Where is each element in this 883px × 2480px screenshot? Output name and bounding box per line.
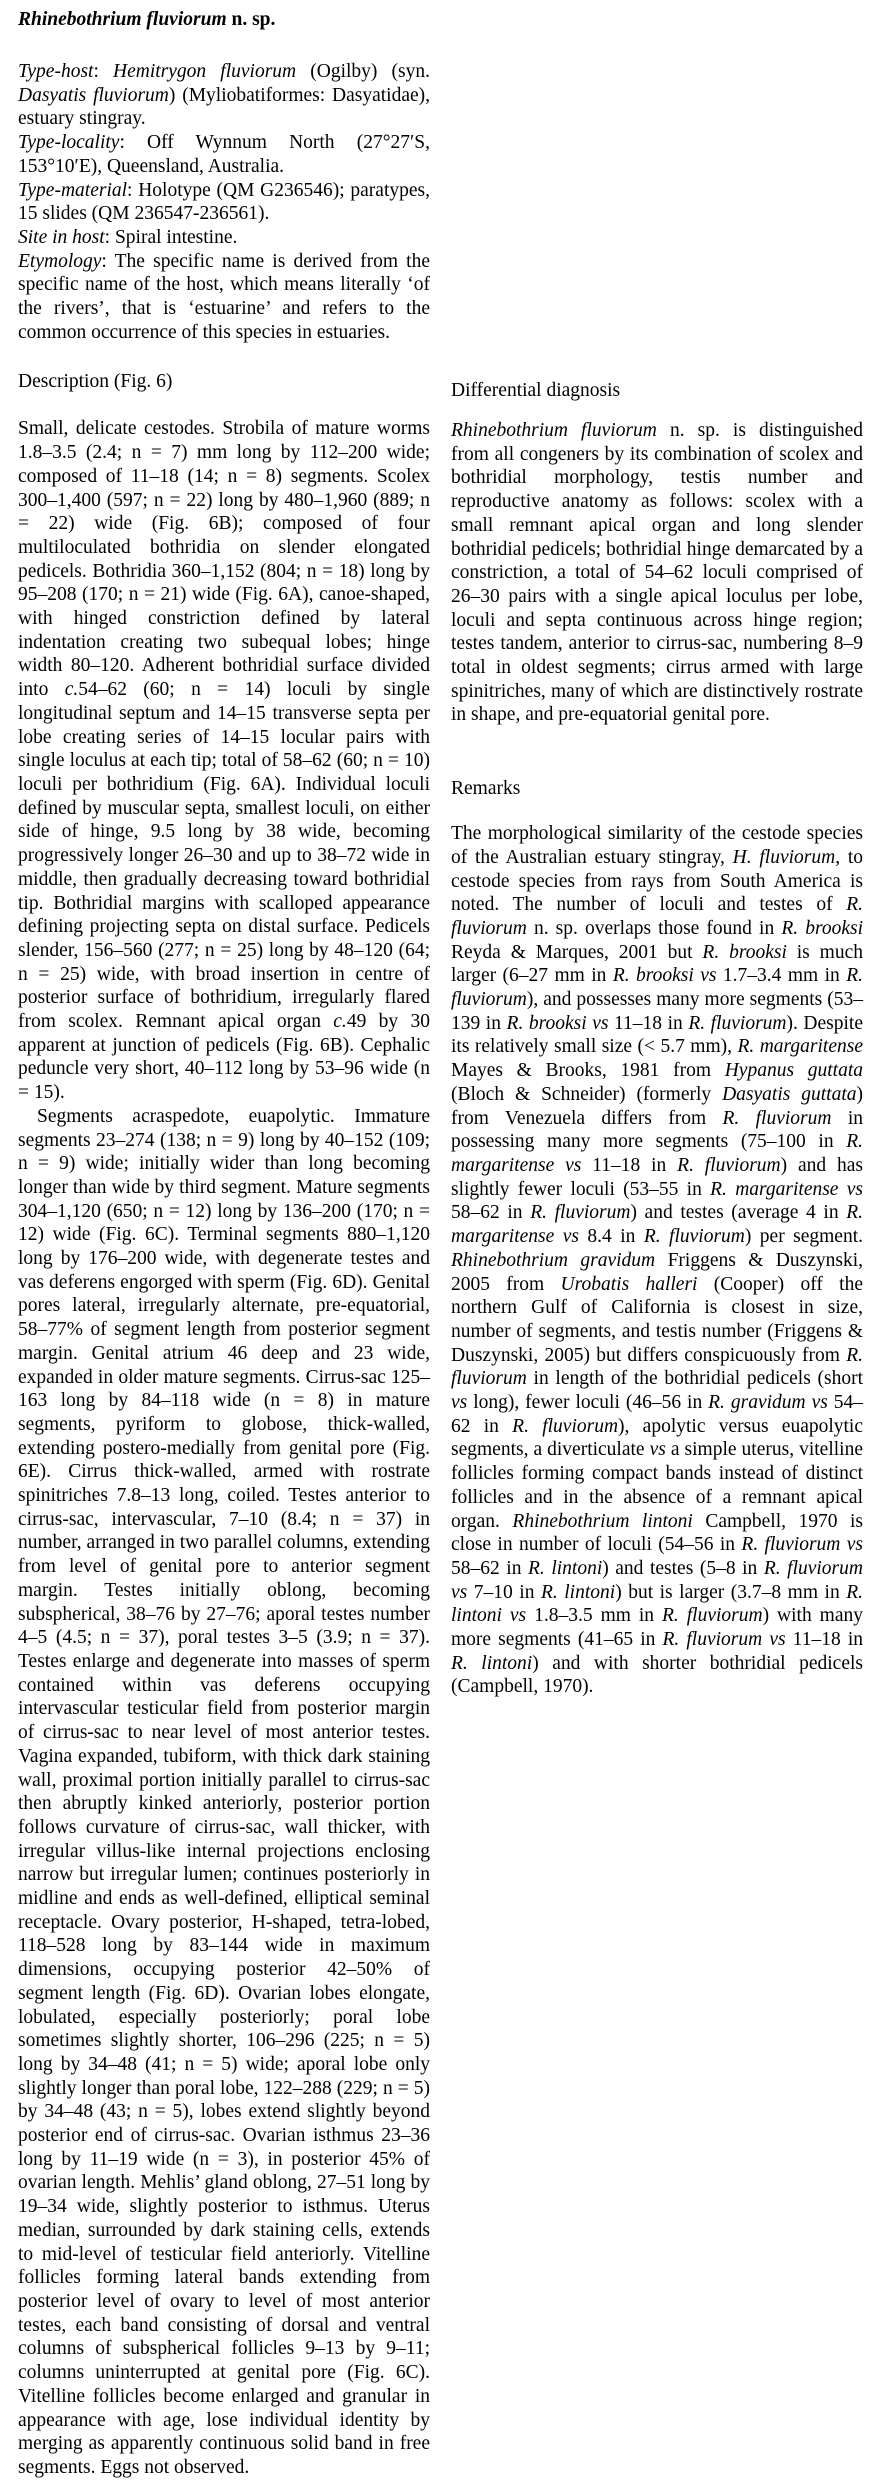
right-column	[451, 8, 863, 2480]
taxonomy-entry-type-host: Type-host: Hemitrygon fluviorum (Ogilby) (syn. Dasyatis fluviorum) (Myliobatiformes: Dasyatidae), estuary stingray.	[18, 61, 430, 130]
description-paragraph-2: Segments acraspedote, euapolytic. Immature segments 23–274 (138; n = 9) long by 40–152 (109; n = 9) wide; initially wider than long becoming longer than wide by third segment. Mature segments 304–1,120 (650; n = 12) long by 136–200 (170; n = 12) wide (Fig. 6C). Terminal segments 880–1,120 long by 176–200 wide, with degenerate testes and vas deferens engorged with sperm (Fig. 6D). Genital pores lateral, irregularly alternate, pre-equatorial, 58–77% of segment length from posterior segment margin. Genital atrium 46 deep and 23 wide, expanded in older mature segments. Cirrus-sac 125–163 long by 84–118 wide (n = 8) in mature segments, pyriform to globose, thick-walled, extending postero-medially from genital pore (Fig. 6E). Cirrus thick-walled, armed with rostrate spinitriches 7.8–13 long, coiled. Testes anterior to cirrus-sac, intervascular, 7–10 (8.4; n = 37) in number, arranged in two parallel columns, extending from level of genital pore to anterior segment margin. Testes initially oblong, becoming subspherical, 38–76 by 27–76; aporal testes number 4–5 (4.5; n = 37), poral testes 3–5 (3.9; n = 37). Testes enlarge and degenerate into masses of sperm contained within vas deferens occupying intervascular testicular field from posterior margin of cirrus-sac to near level of most anterior testes. Vagina expanded, tubiform, with thick dark staining wall, proximal portion initially parallel to cirrus-sac then abruptly kinked anteriorly, posterior portion follows curvature of cirrus-sac, wall thicker, with irregular villus-like internal projections enclosing narrow but irregular lumen; continues posteriorly in midline and ends as well-defined, elliptical seminal receptacle. Ovary posterior, H-shaped, tetra-lobed, 118–528 long by 83–144 wide in maximum dimensions, occupying posterior 42–50% of segment length (Fig. 6D). Ovarian lobes elongate, lobulated, especially posteriorly; poral lobe sometimes slightly shorter, 106–296 (225; n = 5) long by 34–48 (41; n = 5) wide; aporal lobe only slightly longer than poral lobe, 122–288 (229; n = 5) by 34–48 (43; n = 5), lobes extend slightly beyond posterior end of cirrus-sac. Ovarian isthmus 23–36 long by 11–19 wide (n = 3), in posterior 45% of ovarian length. Mehlis’ gland oblong, 27–51 long by 19–34 wide, slightly posterior to isthmus. Uterus median, surrounded by dark staining cells, extends to mid-level of testicular field anteriorly. Vitelline follicles forming lateral bands extending from posterior level of ovary to level of most anterior testes, each band consisting of dorsal and ventral columns of subspherical follicles 9–13 by 9–11; columns uninterrupted at genital pore (Fig. 6C). Vitelline follicles become enlarged and granular in appearance with age, lose individual identity by merging as apparently continuous solid band in free segments. Eggs not observed.	[18, 1105, 430, 2478]
taxonomy-entry-site-in-host: Site in host: Spiral intestine.	[18, 226, 238, 248]
left-column	[18, 8, 430, 2480]
taxonomy-entry-type-locality: Type-locality: Off Wynnum North (27°27′S, 153°10′E), Queensland, Australia.	[18, 132, 430, 177]
remarks-paragraph: The morphological similarity of the cestode species of the Australian estuary stingray, H. fluviorum, to cestode species from rays from South America is noted. The number of loculi and testes of R. fluviorum n. sp. overlaps those found in R. brooksi Reyda & Marques, 2001 but R. brooksi is much larger (6–27 mm in R. brooksi vs 1.7–3.4 mm in R. fluviorum), and possesses many more segments (53–139 in R. brooksi vs 11–18 in R. fluviorum). Despite its relatively small size (< 5.7 mm), R. margaritense Mayes & Brooks, 1981 from Hypanus guttata (Bloch & Schneider) (formerly Dasyatis guttata) from Venezuela differs from R. fluviorum in possessing many more segments (75–100 in R. margaritense vs 11–18 in R. fluviorum) and has slightly fewer loculi (53–55 in R. margaritense vs 58–62 in R. fluviorum) and testes (average 4 in R. margaritense vs 8.4 in R. fluviorum) per segment. Rhinebothrium gravidum Friggens & Duszynski, 2005 from Urobatis halleri (Cooper) off the northern Gulf of California is closest in size, number of segments, and testis number (Friggens & Duszynski, 2005) but differs conspicuously from R. fluviorum in length of the bothridial pedicels (short vs long), fewer loculi (46–56 in R. gravidum vs 54–62 in R. fluviorum), apolytic versus euapolytic segments, a diverticulate vs a simple uterus, vitelline follicles forming compact bands instead of distinct follicles and in the absence of a remnant apical organ. Rhinebothrium lintoni Campbell, 1970 is close in number of loculi (54–56 in R. fluviorum vs 58–62 in R. lintoni) and testes (5–8 in R. fluviorum vs 7–10 in R. lintoni) but is larger (3.7–8 mm in R. lintoni vs 1.8–3.5 mm in R. fluviorum) with many more segments (41–65 in R. fluviorum vs 11–18 in R. lintoni) and with shorter bothridial pedicels (Campbell, 1970).	[451, 823, 864, 1698]
taxonomy-entry-type-material: Type-material: Holotype (QM G236546); paratypes, 15 slides (QM 236547-236561).	[18, 179, 430, 225]
species-title: Rhinebothrium fluviorum n. sp.	[18, 9, 276, 30]
taxonomy-entry-etymology: Etymology: The specific name is derived from the specific name of the host, which means literally ‘of the rivers’, that is ‘estuarine’ and refers to the common occurrence of this species in estuaries.	[18, 250, 430, 343]
differential-diagnosis-paragraph: Rhinebothrium fluviorum n. sp. is distinguished from all congeners by its combination of scolex and bothridial morphology, testis number and reproductive anatomy as follows: scolex with a small remnant apical organ and long slender bothridial pedicels; bothridial hinge demarcated by a constriction, a total of 54–62 loculi comprised of 26–30 pairs with a single apical loculus per lobe, loculi and septa continuous across hinge region; testes tandem, anterior to cirrus-sac, numbering 8–9 total in oldest segments; cirrus armed with large spinitriches, many of which are distinctively rostrate in shape, and pre-equatorial genital pore.	[451, 420, 863, 726]
section-heading-remarks: Remarks	[451, 778, 521, 800]
taxonomy-block	[18, 60, 430, 344]
right-column-top-whitespace	[451, 8, 863, 379]
section-heading-description: Description (Fig. 6)	[18, 371, 173, 393]
description-paragraph-1: Small, delicate cestodes. Strobila of mature worms 1.8–3.5 (2.4; n = 7) mm long by 112–200 wide; composed of 11–18 (14; n = 8) segments. Scolex 300–1,400 (597; n = 22) long by 480–1,960 (889; n = 22) wide (Fig. 6B); composed of four multiloculated bothridia on slender elongated pedicels. Bothridia 360–1,152 (804; n = 18) long by 95–208 (170; n = 21) wide (Fig. 6A), canoe-shaped, with hinged constriction defined by lateral indentation creating two subequal lobes; hinge width 80–120. Adherent bothridial surface divided into c.54–62 (60; n = 14) loculi by single longitudinal septum and 14–15 transverse septa per lobe creating series of 14–15 locular pairs with single loculus at each tip; total of 58–62 (60; n = 10) loculi per bothridium (Fig. 6A). Individual loculi defined by muscular septa, smallest loculi, on either side of hinge, 9.5 long by 38 wide, becoming progressively longer 26–30 and up to 38–72 wide in middle, then gradually decreasing toward bothridial tip. Bothridial margins with scalloped appearance defining projecting septa on distal surface. Pedicels slender, 156–560 (277; n = 25) long by 48–120 (64; n = 25) wide, with broad insertion in centre of posterior surface of bothridium, irregularly flared from scolex. Remnant apical organ c.49 by 30 apparent at junction of pedicels (Fig. 6B). Cephalic peduncle very short, 40–112 long by 53–96 wide (n = 15).	[18, 418, 431, 1104]
section-heading-differential-diagnosis: Differential diagnosis	[451, 380, 621, 401]
